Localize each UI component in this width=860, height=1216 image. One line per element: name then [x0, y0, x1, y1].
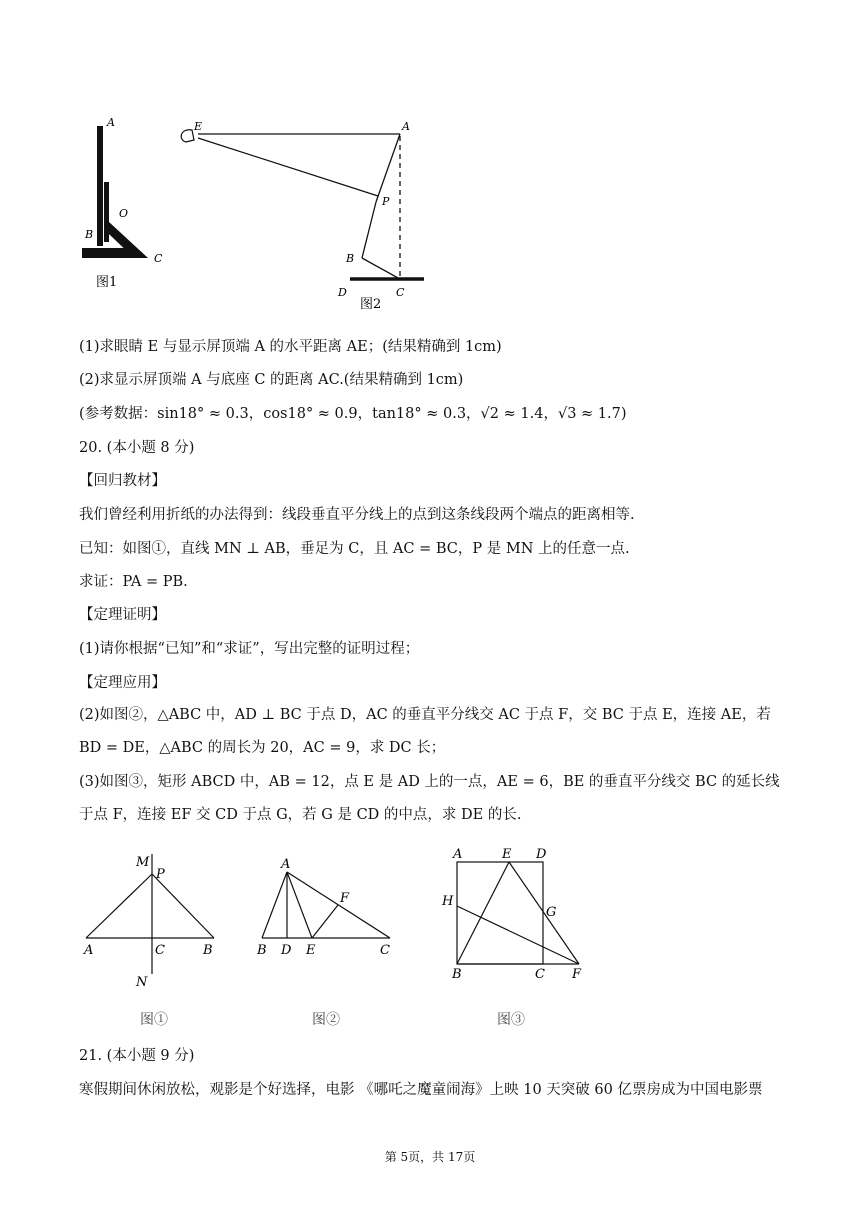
q20-prove: 求证：PA = PB.	[79, 574, 188, 590]
q21-intro: 寒假期间休闲放松，观影是个好选择，电影 《哪吒之魔童闹海》上映 10 天突破 60 亿票房成为中国电影票	[79, 1082, 763, 1098]
q20-section-proof: 【定理证明】	[79, 607, 166, 623]
f2-label-d: D	[281, 943, 292, 958]
fig1-caption: 图1	[96, 275, 118, 290]
fig2-label-a: A	[402, 120, 410, 133]
f3-label-d: D	[536, 847, 547, 862]
fig1-label-b: B	[85, 228, 94, 241]
fig2-caption: 图2	[360, 297, 382, 312]
page-number: 第 5页，共 17页	[384, 1150, 476, 1164]
fig2-label-d: D	[338, 286, 347, 299]
fig2-label-e: E	[194, 120, 203, 133]
caption-figure1: 图①	[140, 1012, 168, 1028]
q20-heading: 20. (本小题 8 分)	[79, 440, 195, 456]
fig2-label-p: P	[382, 195, 390, 208]
q20-part3: (3)如图③，矩形 ABCD 中，AB = 12，点 E 是 AD 上的一点，AE = 6，BE 的垂直平分线交 BC 的延长线于点 F，连接 EF 交 CD 于点 G，若 G 是 CD 的中点，求 DE 的长.	[79, 774, 780, 823]
monitor-diagram	[76, 110, 436, 320]
f2-label-c: C	[380, 943, 390, 958]
f1-label-c: C	[155, 943, 165, 958]
eye-shape	[181, 130, 194, 142]
q20-section-application: 【定理应用】	[79, 675, 166, 691]
geometry-diagrams	[76, 846, 596, 1036]
q20-part2: (2)如图②，△ABC 中，AD ⊥ BC 于点 D，AC 的垂直平分线交 AC 于点 F，交 BC 于点 E，连接 AE，若 BD = DE，△ABC 的周长为 20，AC = 9，求 DC 长；	[79, 707, 771, 756]
q19-reference-data: (参考数据：sin18° ≈ 0.3，cos18° ≈ 0.9，tan18° ≈ 0.3，√2 ≈ 1.4，√3 ≈ 1.7)	[79, 406, 627, 422]
f2-label-e: E	[306, 943, 316, 958]
fig2-label-b: B	[346, 252, 355, 265]
fig2-label-c: C	[396, 286, 405, 299]
figure-monitor	[76, 110, 436, 320]
f1-label-a: A	[84, 943, 94, 958]
q20-part1: (1)请你根据“已知”和“求证”，写出完整的证明过程；	[79, 641, 420, 657]
f3-label-e: E	[502, 847, 512, 862]
f2-label-a: A	[281, 857, 291, 872]
fig1-label-a: A	[107, 116, 115, 129]
f3-label-f: F	[572, 967, 582, 982]
f3-label-g: G	[546, 905, 557, 920]
fig1-label-c: C	[154, 252, 163, 265]
f1-label-b: B	[203, 943, 213, 958]
f1-label-n: N	[136, 975, 148, 990]
q19-part2: (2)求显示屏顶端 A 与底座 C 的距离 AC.(结果精确到 1cm)	[79, 372, 464, 388]
fig1-label-o: O	[119, 207, 129, 220]
f2-label-b: B	[257, 943, 267, 958]
q20-given: 已知：如图①，直线 MN ⊥ AB，垂足为 C，且 AC = BC，P 是 MN 上的任意一点.	[79, 541, 630, 557]
q20-section-textbook: 【回归教材】	[79, 473, 166, 489]
f3-label-a: A	[453, 847, 463, 862]
q20-intro: 我们曾经利用折纸的办法得到：线段垂直平分线上的点到这条线段两个端点的距离相等.	[79, 507, 635, 523]
f2-label-f: F	[340, 891, 350, 906]
caption-figure2: 图②	[312, 1012, 340, 1028]
f1-label-p: P	[156, 867, 165, 882]
f3-label-h: H	[442, 894, 454, 909]
caption-figure3: 图③	[497, 1012, 525, 1028]
q21-heading: 21. (本小题 9 分)	[79, 1048, 195, 1064]
figure-geometry	[76, 846, 596, 1036]
f3-label-b: B	[452, 967, 462, 982]
q19-part1: (1)求眼睛 E 与显示屏顶端 A 的水平距离 AE；(结果精确到 1cm)	[79, 339, 502, 355]
f1-label-m: M	[136, 855, 150, 870]
f3-label-c: C	[535, 967, 545, 982]
